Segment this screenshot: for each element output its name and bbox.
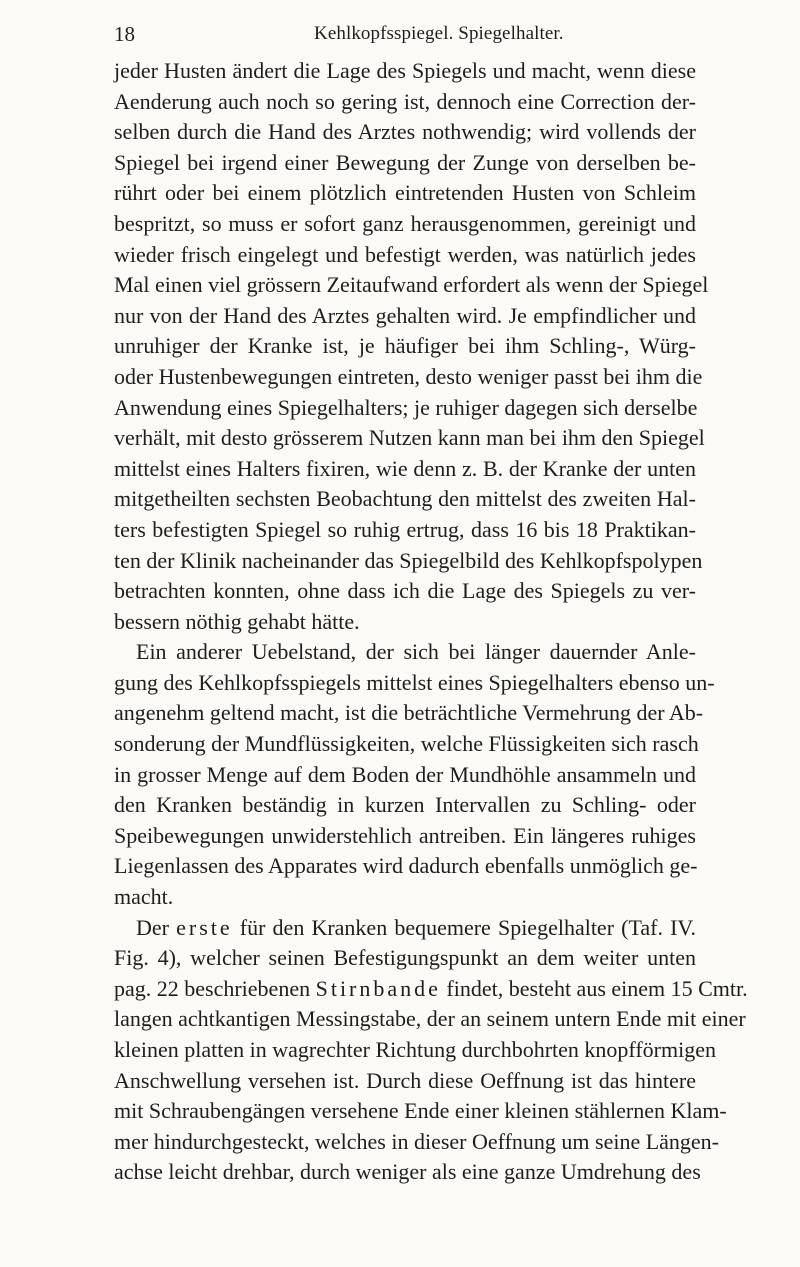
- spaced-emphasis: Stirnbande: [315, 975, 441, 1001]
- text-line: nur von der Hand des Arztes gehalten wird. Je empfindlicher und: [114, 302, 696, 328]
- text-line: wieder frisch eingelegt und befestigt werden, was natürlich jedes: [114, 241, 696, 267]
- text-line: mer hindurchgesteckt, welches in dieser Oeffnung um seine Längen-: [114, 1128, 719, 1154]
- text-line: Liegenlassen des Apparates wird dadurch ebenfalls unmöglich ge-: [114, 853, 698, 879]
- text-line: oder Hustenbewegungen eintreten, desto weniger passt bei ihm die: [114, 363, 703, 389]
- text-line: Speibewegungen unwiderstehlich antreiben. Ein längeres ruhiges: [114, 822, 696, 848]
- text-line: mit Schraubengängen versehene Ende einer kleinen stählernen Klam-: [114, 1098, 727, 1124]
- text-line: Anschwellung versehen ist. Durch diese Oeffnung ist das hintere: [114, 1067, 696, 1093]
- running-head: [114, 22, 696, 46]
- paragraph-1: [114, 56, 709, 637]
- text-line: sonderung der Mundflüssigkeiten, welche Flüssigkeiten sich rasch: [114, 731, 699, 757]
- body-text: [114, 56, 748, 1188]
- text-line: bessern nöthig gehabt hätte.: [114, 608, 360, 634]
- text-line: angenehm geltend macht, ist die beträchtliche Vermehrung der Ab-: [114, 700, 704, 726]
- text-line: Ein anderer Uebelstand, der sich bei länger dauernder Anle-: [136, 639, 696, 665]
- text-line: ters befestigten Spiegel so ruhig ertrug, dass 16 bis 18 Praktikan-: [114, 516, 696, 542]
- text-line: gung des Kehlkopfsspiegels mittelst eines Spiegelhalters ebenso un-: [114, 669, 715, 695]
- text-line: selben durch die Hand des Arztes nothwendig; wird vollends der: [114, 119, 696, 145]
- text-line: [114, 913, 696, 944]
- text-line: kleinen platten in wagrechter Richtung durchbohrten knopfförmigen: [114, 1037, 716, 1062]
- text-run: für den Kranken bequemere Spiegelhalter (Taf. IV.: [232, 914, 696, 940]
- text-run: pag. 22 beschriebenen: [114, 975, 316, 1001]
- text-line: betrachten konnten, ohne dass ich die Lage des Spiegels zu ver-: [114, 578, 696, 604]
- text-line: Fig. 4), welcher seinen Befestigungspunkt an dem weiter unten: [114, 945, 696, 971]
- text-line: mittelst eines Halters fixiren, wie denn z. B. der Kranke der unten: [114, 455, 696, 481]
- text-line: [114, 974, 748, 1005]
- paragraph-2: [114, 637, 715, 912]
- text-line: bespritzt, so muss er sofort ganz herausgenommen, gereinigt und: [114, 210, 696, 236]
- text-line: Anwendung eines Spiegelhalters; je ruhiger dagegen sich derselbe: [114, 394, 698, 420]
- text-line: den Kranken beständig in kurzen Intervallen zu Schling- oder: [114, 792, 696, 818]
- text-line: verhält, mit desto grösserem Nutzen kann man bei ihm den Spiegel: [114, 425, 705, 451]
- text-run: Der: [136, 914, 177, 940]
- text-run: findet, besteht aus einem 15 Cmtr.: [440, 975, 748, 1001]
- text-line: langen achtkantigen Messingstabe, der an seinem untern Ende mit einer: [114, 1006, 746, 1032]
- text-line: Aenderung auch noch so gering ist, dennoch eine Correction der-: [114, 88, 696, 114]
- text-line: achse leicht drehbar, durch weniger als eine ganze Umdrehung des: [114, 1159, 701, 1185]
- spaced-emphasis: erste: [176, 914, 233, 940]
- text-line: rührt oder bei einem plötzlich eintretenden Husten von Schleim: [114, 180, 696, 206]
- text-line: unruhiger der Kranke ist, je häufiger bei ihm Schling-, Würg-: [114, 333, 696, 359]
- text-line: ten der Klinik nacheinander das Spiegelbild des Kehlkopfspolypen: [114, 547, 703, 573]
- text-line: macht.: [114, 884, 174, 910]
- page-number: 18: [114, 22, 135, 46]
- text-line: mitgetheilten sechsten Beobachtung den mittelst des zweiten Hal-: [114, 486, 696, 512]
- paragraph-3: [114, 913, 748, 1188]
- text-line: in grosser Menge auf dem Boden der Mundhöhle ansammeln und: [114, 761, 696, 787]
- text-line: jeder Husten ändert die Lage des Spiegels und macht, wenn diese: [114, 58, 696, 83]
- text-line: Mal einen viel grössern Zeitaufwand erfordert als wenn der Spiegel: [114, 272, 709, 298]
- running-title: Kehlkopfsspiegel. Spiegelhalter.: [314, 23, 564, 44]
- text-line: Spiegel bei irgend einer Bewegung der Zunge von derselben be-: [114, 149, 696, 175]
